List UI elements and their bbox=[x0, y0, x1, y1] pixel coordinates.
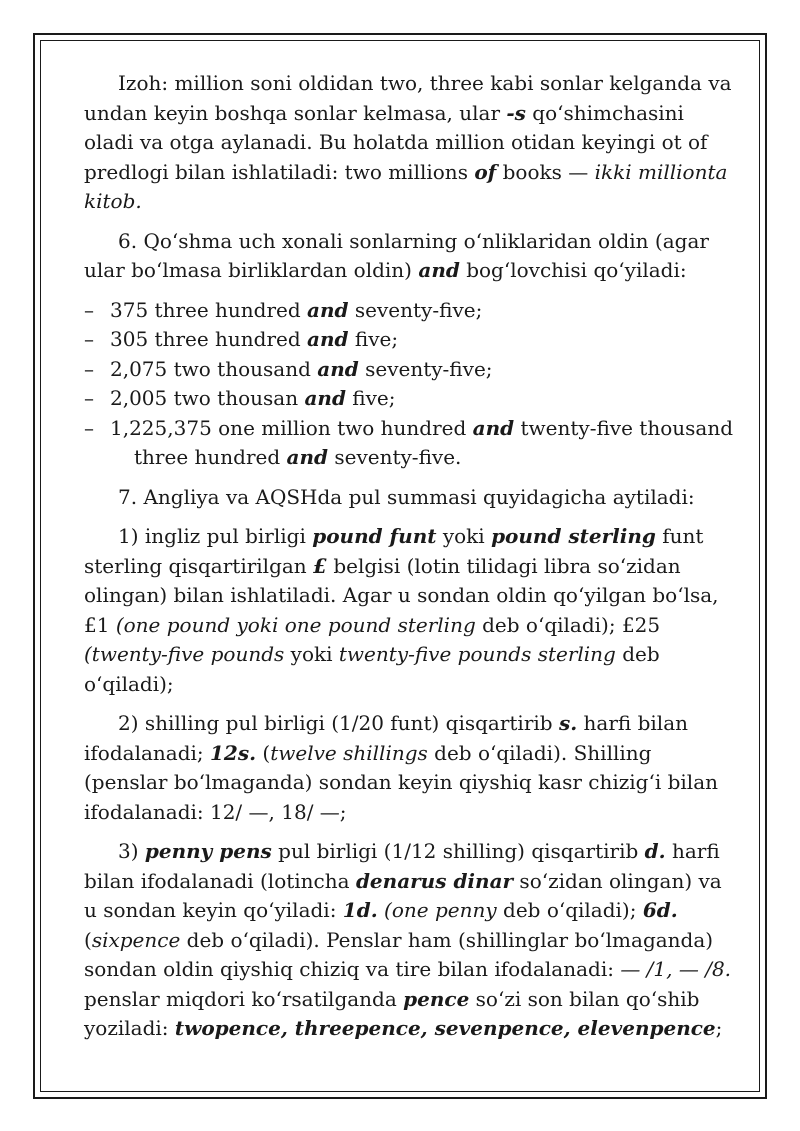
list-item bbox=[84, 384, 738, 414]
text: deb o‘qiladi). Shilling (penslar bo‘lmaganda) sondan keyin qiyshiq kasr chizig‘i bilan ifodalanadi: 12/ —, 18/ —; bbox=[84, 740, 718, 824]
emphasis: pence bbox=[403, 986, 470, 1011]
list-item bbox=[84, 355, 738, 385]
text: 2) shilling pul birligi (1/20 funt) qisqartirib bbox=[118, 711, 559, 735]
text: five; bbox=[345, 386, 396, 410]
emphasis: 6d. bbox=[642, 898, 678, 922]
emphasis: and bbox=[307, 327, 349, 351]
item-3-paragraph bbox=[84, 837, 738, 1044]
list-item bbox=[84, 325, 738, 355]
text: deb o‘qiladi); bbox=[84, 642, 660, 696]
text: 3) bbox=[118, 839, 145, 863]
page-content bbox=[84, 69, 738, 1054]
italic-text: twelve shillings bbox=[270, 740, 428, 765]
emphasis: -s bbox=[506, 100, 526, 125]
text: qo‘shimchasini oladi va otga aylanadi. Bu holatda million otidan keyingi ot of predlogi bilan ishlatiladi: two millions bbox=[84, 100, 708, 184]
text: ( bbox=[84, 927, 92, 952]
italic-text: sixpence bbox=[91, 927, 181, 952]
text: belgisi (lotin tilidagi libra so‘zidan olingan) bilan ishlatiladi. Agar u sondan oldin qo‘yilgan bo‘lsa, £1 bbox=[84, 553, 719, 637]
emphasis: of bbox=[474, 159, 497, 184]
text: 1,225,375 one million two hundred bbox=[110, 415, 473, 440]
text: 2,075 two thousand bbox=[110, 356, 318, 381]
emphasis: and bbox=[472, 415, 515, 440]
text: so‘zidan olingan) va u sondan keyin qo‘yiladi: bbox=[84, 868, 722, 922]
emphasis: 12s. bbox=[210, 740, 257, 765]
text: twenty-five thousand bbox=[514, 415, 734, 440]
text: bog‘lovchisi qo‘yiladi: bbox=[459, 258, 687, 282]
text: 1) ingliz pul birligi bbox=[118, 524, 313, 548]
italic-text: — /1, — /8. bbox=[620, 957, 732, 981]
emphasis: and bbox=[418, 258, 460, 282]
text: 7. Angliya va AQSHda pul summasi quyidagicha aytiladi: bbox=[118, 484, 695, 509]
italic-text: (one pound yoki one pound sterling bbox=[115, 612, 476, 637]
text: harfi bilan ifodalanadi (lotincha bbox=[84, 839, 720, 893]
text: books — bbox=[496, 159, 595, 184]
text: three hundred bbox=[134, 445, 287, 469]
text: harfi bilan ifodalanadi; bbox=[84, 711, 688, 765]
text: seventy-five; bbox=[358, 356, 493, 381]
list-item-continuation bbox=[110, 443, 738, 473]
text: seventy-five; bbox=[348, 297, 483, 322]
text: five; bbox=[348, 327, 399, 351]
italic-text: (one penny bbox=[384, 898, 497, 922]
emphasis: s. bbox=[558, 711, 578, 735]
emphasis: and bbox=[304, 386, 346, 410]
rule-7-paragraph bbox=[84, 483, 738, 513]
emphasis: 1d. bbox=[342, 898, 378, 922]
italic-text: twenty-five pounds sterling bbox=[338, 642, 616, 666]
text: pul birligi (1/12 shilling) qisqartirib bbox=[271, 839, 645, 863]
list-item bbox=[84, 414, 738, 473]
text: so‘zi son bilan qo‘shib yoziladi: bbox=[84, 986, 700, 1040]
item-2-paragraph bbox=[84, 709, 738, 827]
text: ( bbox=[256, 740, 271, 765]
text: deb o‘qiladi). Penslar ham (shillinglar bo‘lmaganda) sondan oldin qiyshiq chiziq va tire bilan ifodalanadi: bbox=[84, 927, 714, 981]
item-1-paragraph bbox=[84, 522, 738, 699]
emphasis: pound funt bbox=[312, 524, 437, 548]
italic-text: (twenty-five pounds bbox=[84, 642, 285, 666]
text: seventy-five. bbox=[328, 445, 462, 469]
text: 2,005 two thousan bbox=[110, 386, 305, 410]
text: ; bbox=[715, 1016, 723, 1040]
text: penslar miqdori ko‘rsatilganda bbox=[84, 986, 404, 1011]
examples-list bbox=[84, 296, 738, 473]
text: 6. Qo‘shma uch xonali sonlarning o‘nliklaridan oldin (agar ular bo‘lmasa birliklardan oldin) bbox=[84, 228, 709, 282]
text: yoki bbox=[436, 524, 492, 548]
text: 375 three hundred bbox=[110, 297, 308, 322]
text: 305 three hundred bbox=[110, 327, 308, 351]
text: yoki bbox=[284, 642, 339, 666]
emphasis: d. bbox=[644, 839, 666, 863]
emphasis: pound sterling bbox=[491, 524, 656, 548]
pound-sign: £ bbox=[313, 553, 327, 578]
emphasis: denarus dinar bbox=[355, 868, 514, 893]
emphasis: penny pens bbox=[144, 839, 272, 863]
text: deb o‘qiladi); £25 bbox=[475, 612, 661, 637]
note-paragraph bbox=[84, 69, 738, 217]
text: funt sterling qisqartirilgan bbox=[84, 524, 704, 578]
text: deb o‘qiladi); bbox=[496, 898, 643, 922]
emphasis: and bbox=[317, 356, 359, 381]
emphasis: twopence, threepence, sevenpence, elevenpence bbox=[174, 1016, 716, 1040]
emphasis: and bbox=[286, 445, 328, 469]
emphasis: and bbox=[307, 297, 349, 322]
text: Izoh: million soni oldidan two, three kabi sonlar kelganda va undan keyin boshqa sonlar kelmasa, ular bbox=[84, 71, 732, 125]
rule-6-paragraph bbox=[84, 227, 738, 286]
list-item bbox=[84, 296, 738, 326]
translation: ikki millionta kitob. bbox=[84, 159, 728, 213]
